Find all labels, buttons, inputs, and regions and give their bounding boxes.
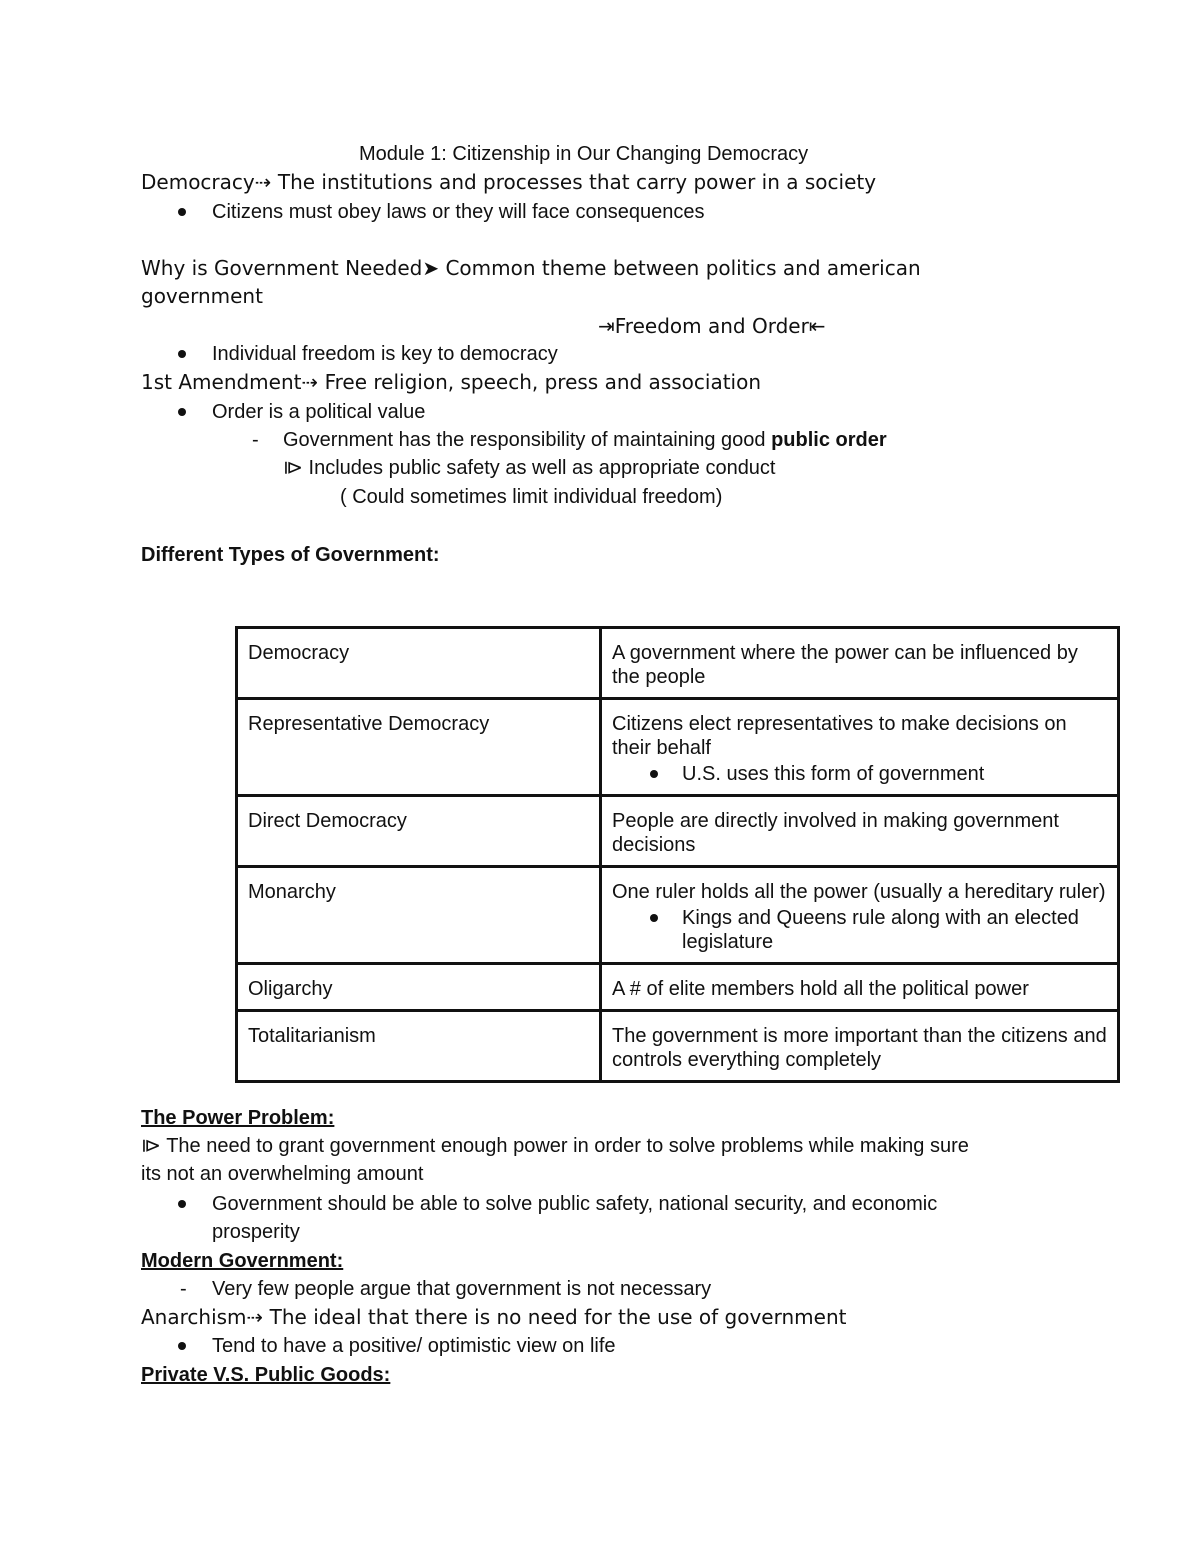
power-problem-heading: The Power Problem: [141,1107,335,1129]
government-type-definition: A government where the power can be influenced by the people [612,642,1078,688]
bullet-icon [650,770,658,778]
government-types-table [235,626,1120,1083]
modern-government-heading: Modern Government: [141,1250,344,1272]
bullet-solve-line-1: Government should be able to solve public safety, national security, and economic [212,1193,938,1215]
table-row [237,867,1119,964]
types-heading: Different Types of Government: [141,544,440,566]
power-problem-line-1: ⧐ The need to grant government enough power in order to solve problems while making sure [141,1135,969,1157]
table-row [237,1011,1119,1082]
democracy-definition: Democracy⇢ The institutions and processes that carry power in a society [141,170,877,194]
limit-freedom-note: ( Could sometimes limit individual freedom) [340,486,723,508]
government-type-definition-cell [601,796,1119,867]
government-type-definition-cell [601,964,1119,1011]
responsibility-text: Government has the responsibility of maintaining good [283,429,772,451]
government-type-definition: A # of elite members hold all the political power [612,978,1029,1000]
government-type-term: Direct Democracy [237,796,601,867]
government-type-term: Oligarchy [237,964,601,1011]
government-type-definition: Citizens elect representatives to make decisions on their behalf [612,713,1067,759]
bullet-icon [178,350,186,358]
definition-bullet-text: Kings and Queens rule along with an elected legislature [682,907,1079,953]
bullet-icon [178,1200,186,1208]
definition-bullet-text: U.S. uses this form of government [682,763,985,785]
bullet-icon [178,408,186,416]
government-type-term: Monarchy [237,867,601,964]
bullet-icon [178,208,186,216]
government-type-definition: One ruler holds all the power (usually a hereditary ruler) [612,881,1106,903]
definition-bullet [612,906,1107,954]
bullet-individual-freedom: Individual freedom is key to democracy [212,343,558,365]
bullet-obey-laws: Citizens must obey laws or they will face consequences [212,201,705,223]
bullet-order-value: Order is a political value [212,401,426,423]
bullet-positive-view: Tend to have a positive/ optimistic view on life [212,1335,616,1357]
dash-marker: - [252,429,259,451]
government-type-definition: People are directly involved in making government decisions [612,810,1059,856]
government-type-definition-cell [601,628,1119,699]
bullet-icon [650,914,658,922]
why-government-line-1: Why is Government Needed➤ Common theme between politics and american [141,256,921,280]
government-type-definition-cell [601,1011,1119,1082]
dash-government-responsibility [283,428,887,452]
bullet-icon [178,1342,186,1350]
bullet-solve-line-2: prosperity [212,1221,300,1243]
government-type-term: Democracy [237,628,601,699]
definition-bullet [612,762,1107,786]
government-type-term: Representative Democracy [237,699,601,796]
government-type-definition: The government is more important than the citizens and controls everything completely [612,1025,1107,1071]
dash-marker: - [180,1278,187,1300]
goods-heading: Private V.S. Public Goods: [141,1364,391,1386]
includes-public-safety: ⧐ Includes public safety as well as appropriate conduct [283,457,776,479]
freedom-and-order: ⇥Freedom and Order⇤ [598,314,826,338]
government-type-definition-cell [601,699,1119,796]
why-government-line-2: government [141,284,263,308]
table-row [237,699,1119,796]
table-row [237,628,1119,699]
power-problem-line-2: its not an overwhelming amount [141,1163,424,1185]
anarchism-line: Anarchism⇢ The ideal that there is no need for the use of government [141,1305,847,1329]
table-row [237,796,1119,867]
government-type-definition-cell [601,867,1119,964]
first-amendment-line: 1st Amendment⇢ Free religion, speech, press and association [141,370,762,394]
public-order-bold: public order [771,429,887,451]
page-title: Module 1: Citizenship in Our Changing Democracy [359,143,809,165]
dash-few-people: Very few people argue that government is not necessary [212,1278,712,1300]
government-type-term: Totalitarianism [237,1011,601,1082]
table-row [237,964,1119,1011]
